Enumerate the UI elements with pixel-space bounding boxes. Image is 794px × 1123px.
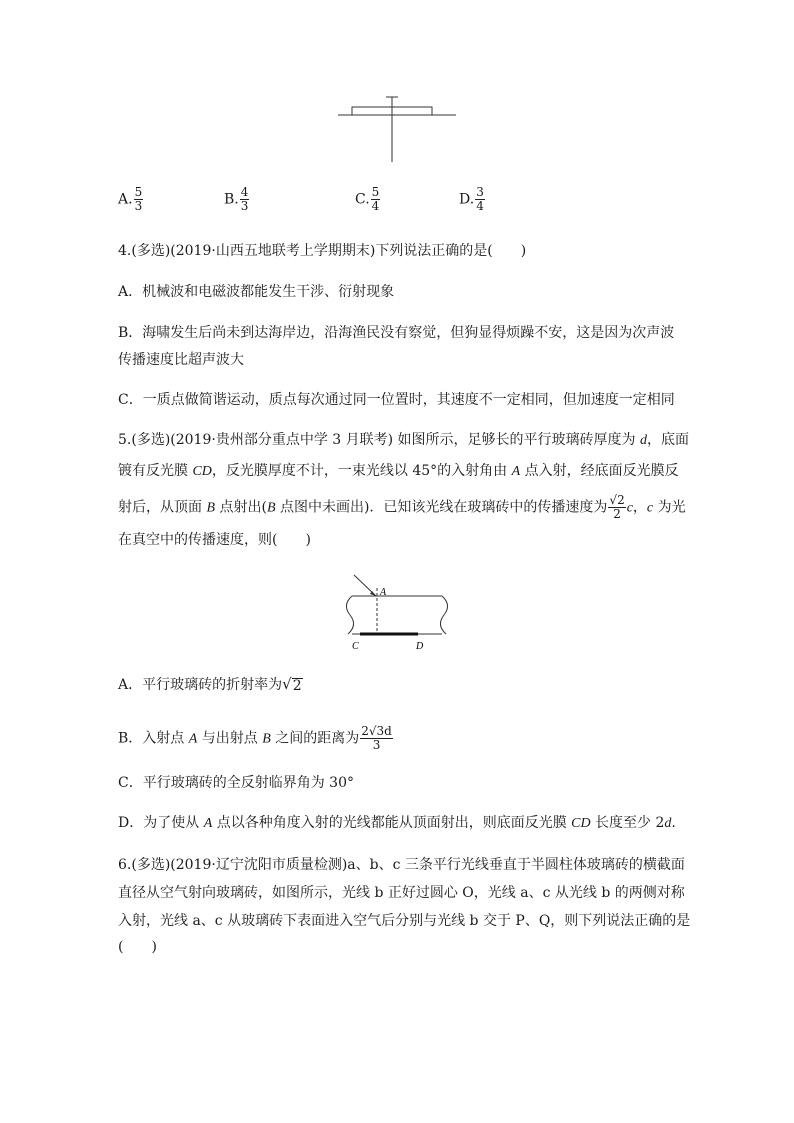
top-figure (330, 92, 465, 167)
q6-stem-line4: ( ) (118, 939, 157, 955)
q5-option-a: A．平行玻璃砖的折射率为 √ 2 (118, 675, 302, 694)
q4-stem: 4.(多选)(2019·山西五地联考上学期期末)下列说法正确的是( ) (118, 243, 527, 259)
q5-option-c: C．平行玻璃砖的全反射临界角为 30° (118, 775, 354, 791)
q5-stem-line1: 5.(多选)(2019·贵州部分重点中学 3 月联考) 如图所示，足够长的平行玻璃砖厚度为 d，底面 (118, 432, 689, 448)
q4-option-b-line2: 传播速度比超声波大 (118, 352, 244, 368)
choice-d: D. $\frac{3}{4}$ (459, 185, 484, 213)
q5-option-b: B．入射点 A 与出射点 B 之间的距离为 $\frac{2√3d}{3}$ (118, 724, 392, 752)
figure-label-c: C (352, 641, 359, 652)
figure-label-d: D (416, 641, 424, 652)
q5-option-d: D．为了使从 A 点以各种角度入射的光线都能从顶面射出，则底面反光膜 CD 长度至少 2d. (118, 815, 676, 831)
q4-option-c: C．一质点做简谐运动，质点每次通过同一位置时，其速度不一定相同，但加速度一定相同 (118, 392, 675, 408)
q5-stem-line4: 在真空中的传播速度，则( ) (118, 532, 311, 548)
q5-stem-line2: 镀有反光膜 CD，反光膜厚度不计，一束光线以 45°的入射角由 A 点入射，经底面反光膜反 (118, 463, 679, 479)
q4-option-a: A．机械波和电磁波都能发生干涉、衍射现象 (118, 284, 395, 300)
choice-b: B. $\frac{4}{3}$ (224, 185, 249, 213)
q6-stem-line3: 入射，光线 a、c 从玻璃砖下表面进入空气后分别与光线 b 交于 P、Q，则下列说法正确的是 (118, 913, 691, 929)
q4-option-b-line1: B．海啸发生后尚未到达海岸边，沿海渔民没有察觉，但狗显得烦躁不安，这是因为次声波 (118, 325, 675, 341)
q5-stem-line3: 射后，从顶面 B 点射出(B 点图中未画出)．已知该光线在玻璃砖中的传播速度为 $\frac{√2}{2}$ c，c 为光 (118, 493, 686, 521)
glass-slab-figure (340, 570, 455, 655)
q6-stem-line1: 6.(多选)(2019·辽宁沈阳市质量检测)a、b、c 三条平行光线垂直于半圆柱体玻璃砖的横截面 (118, 857, 685, 873)
choice-a: A. $\frac{5}{3}$ (118, 185, 143, 213)
choice-c: C. $\frac{5}{4}$ (355, 185, 380, 213)
figure-label-a: A (380, 587, 387, 598)
q6-stem-line2: 直径从空气射向玻璃砖，如图所示，光线 b 正好过圆心 O，光线 a、c 从光线 b 的两侧对称 (118, 885, 685, 901)
